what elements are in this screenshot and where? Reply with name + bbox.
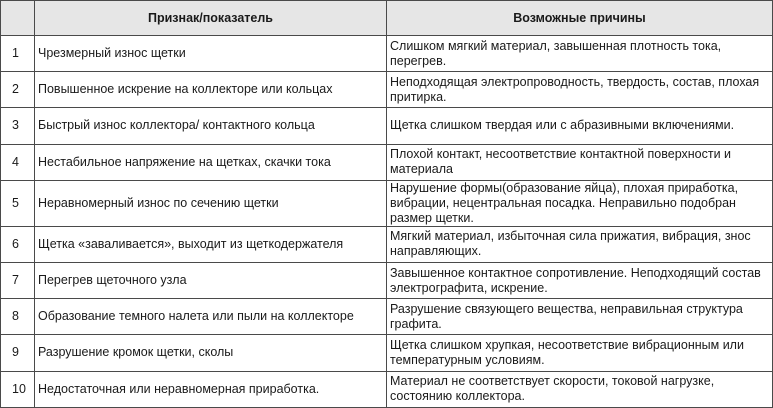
row-sign: Повышенное искрение на коллекторе или кольцах [35, 72, 387, 108]
table-row [1, 335, 773, 371]
header-number [1, 1, 35, 36]
header-row [1, 1, 773, 36]
row-cause: Завышенное контактное сопротивление. Неподходящий состав электрографита, искрение. [387, 262, 773, 298]
row-sign: Образование темного налета или пыли на коллекторе [35, 299, 387, 335]
row-sign: Неравномерный износ по сечению щетки [35, 180, 387, 226]
table-row [1, 262, 773, 298]
row-cause: Плохой контакт, несоответствие контактной поверхности и материала [387, 144, 773, 180]
row-cause: Материал не соответствует скорости, токовой нагрузке, состоянию коллектора. [387, 371, 773, 407]
row-sign: Недостаточная или неравномерная приработка. [35, 371, 387, 407]
row-number: 8 [1, 299, 35, 335]
row-number: 4 [1, 144, 35, 180]
row-sign: Щетка «заваливается», выходит из щеткодержателя [35, 226, 387, 262]
row-number: 1 [1, 36, 35, 72]
row-cause: Щетка слишком твердая или с абразивными включениями. [387, 108, 773, 144]
table-row [1, 180, 773, 226]
row-sign: Чрезмерный износ щетки [35, 36, 387, 72]
header-sign: Признак/показатель [35, 1, 387, 36]
row-cause: Щетка слишком хрупкая, несоответствие вибрационным или температурным условиям. [387, 335, 773, 371]
table-row [1, 299, 773, 335]
table-row [1, 226, 773, 262]
table-row [1, 36, 773, 72]
row-number: 2 [1, 72, 35, 108]
row-number: 5 [1, 180, 35, 226]
row-number: 6 [1, 226, 35, 262]
row-number: 9 [1, 335, 35, 371]
row-sign: Быстрый износ коллектора/ контактного кольца [35, 108, 387, 144]
row-cause: Разрушение связующего вещества, неправильная структура графита. [387, 299, 773, 335]
row-sign: Нестабильное напряжение на щетках, скачки тока [35, 144, 387, 180]
row-cause: Нарушение формы(образование яйца), плохая приработка, вибрации, нецентральная посадка. Неправильно подобран размер щетки. [387, 180, 773, 226]
row-number: 7 [1, 262, 35, 298]
table-row [1, 72, 773, 108]
row-sign: Разрушение кромок щетки, сколы [35, 335, 387, 371]
row-number: 3 [1, 108, 35, 144]
header-causes: Возможные причины [387, 1, 773, 36]
row-number: 10 [1, 371, 35, 407]
row-cause: Слишком мягкий материал, завышенная плотность тока, перегрев. [387, 36, 773, 72]
table-row [1, 144, 773, 180]
row-sign: Перегрев щеточного узла [35, 262, 387, 298]
table-row [1, 108, 773, 144]
row-cause: Мягкий материал, избыточная сила прижатия, вибрация, знос направляющих. [387, 226, 773, 262]
row-cause: Неподходящая электропроводность, твердость, состав, плохая притирка. [387, 72, 773, 108]
